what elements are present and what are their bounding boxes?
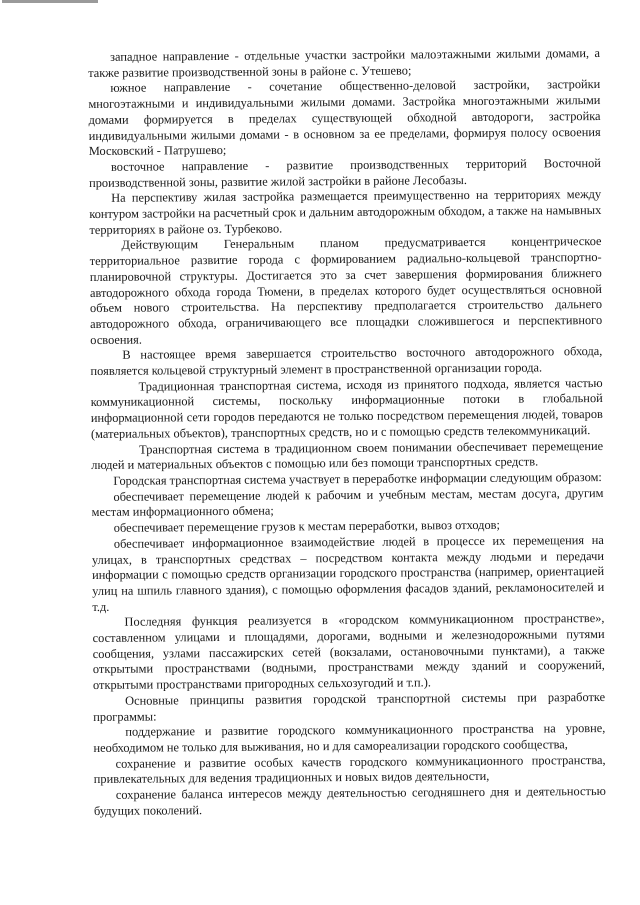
list-item-cargo-movement: обеспечивает перемещение грузов к местам переработки, вывоз отходов; xyxy=(113,517,500,535)
paragraph-south-direction: южное направление - сочетание общественно-деловой застройки, застройки многоэтажными и индивидуальными жилыми домами. Застройка многоэтажными жилыми домами формируется в пределах существующей обходной автодороги, застройка индивидуальными жилыми домами - в основном за ее пределами, формируя полосу освоения Московский - Патрушево; xyxy=(88,77,601,159)
list-item-principle-preserve: сохранение и развитие особых качеств городского коммуникационного пространства, привлекательных для ведения традиционных и новых видов деятельности, xyxy=(93,752,606,787)
list-item-people-movement: обеспечивает перемещение людей к рабочим и учебным местам, местам досуга, другим местам информационного обмена; xyxy=(91,485,604,520)
paragraph-east-direction: восточное направление - развитие производственных территорий Восточной производственной зоны, развитие жилой застройки в районе Лесобазы. xyxy=(88,155,601,190)
list-item-principle-balance: сохранение баланса интересов между деятельностью сегодняшнего дня и деятельностью будущих поколений. xyxy=(93,784,606,818)
paragraph-eastern-bypass: В настоящее время завершается строительство восточного автодорожного обхода, появляется кольцевой структурный элемент в пространственной организации города. xyxy=(90,344,603,379)
paragraph-west-direction: западное направление - отдельные участки застройки малоэтажными жилыми домами, а также развитие производственной зоны в районе с. Утешево; xyxy=(88,45,601,80)
paragraph-transport-system: Транспортная система в традиционном своем понимании обеспечивает перемещение людей и материальных объектов с помощью или без помощи транспортных средств. xyxy=(91,438,604,473)
paragraph-traditional-transport: Традиционная транспортная система, исходя из принятого подхода, является частью коммуникационной системы, поскольку информационные потоки в глобальной информационной сети городов передаются не только посредством перемещения людей, товаров (материальных объектов), транспортных средств, но и с помощью средств телекоммуникаций. xyxy=(90,375,603,441)
paragraph-general-plan: Действующим Генеральным планом предусматривается концентрическое территориальное развитие города с формированием радиально-кольцевой транспортно-планировочной структуры. Достигается это за счет завершения формирования ближнего автодорожного обхода города Тюмени, в пределах которого будет осуществляться основной объем нового строительства. На перспективу предполагается строительство дальнего автодорожного обхода, ограничивающего все площадки сложившегося и перспективного освоения. xyxy=(89,234,603,347)
scan-edge-mark xyxy=(2,0,98,3)
paragraph-perspective-housing: На перспективу жилая застройка размещается преимущественно на территориях между контуром застройки на расчетный срок и дальним автодорожным обходом, а также на намывных территориях в районе оз. Турбеково. xyxy=(89,187,602,237)
list-item-principle-support: поддержание и развитие городского коммуникационного пространства на уровне, необходимом не только для выживания, но и для самореализации городского сообщества, xyxy=(93,721,606,755)
document-body xyxy=(88,46,606,819)
paragraph-city-transport-info: Городская транспортная система участвует в переработке информации следующим образом: xyxy=(113,469,602,488)
list-item-info-interaction: обеспечивает информационное взаимодействие людей в процессе их перемещения на улицах, в транспортных средствах – посредством контакта между людьми и передачи информации с помощью средств организации городского пространства (например, ориентацией улиц на шпиль главного здания), с помощью оформления фасадов зданий, рекламоносителей и т.д. xyxy=(91,532,605,614)
paragraph-communication-space: Последняя функция реализуется в «городском коммуникационном пространстве», составленном улицами и площадями, дорогами, водными и железнодорожными путями сообщения, узлами пассажирских сетей (вокзалами, остановочными пунктами), а также открытыми пространствами (водными, пространствами между зданий и сооружений, открытыми пространствами пригородных сельхозугодий и т.п.). xyxy=(92,611,605,693)
paragraph-principles-intro: Основные принципы развития городской транспортной системы при разработке программы: xyxy=(93,689,606,724)
